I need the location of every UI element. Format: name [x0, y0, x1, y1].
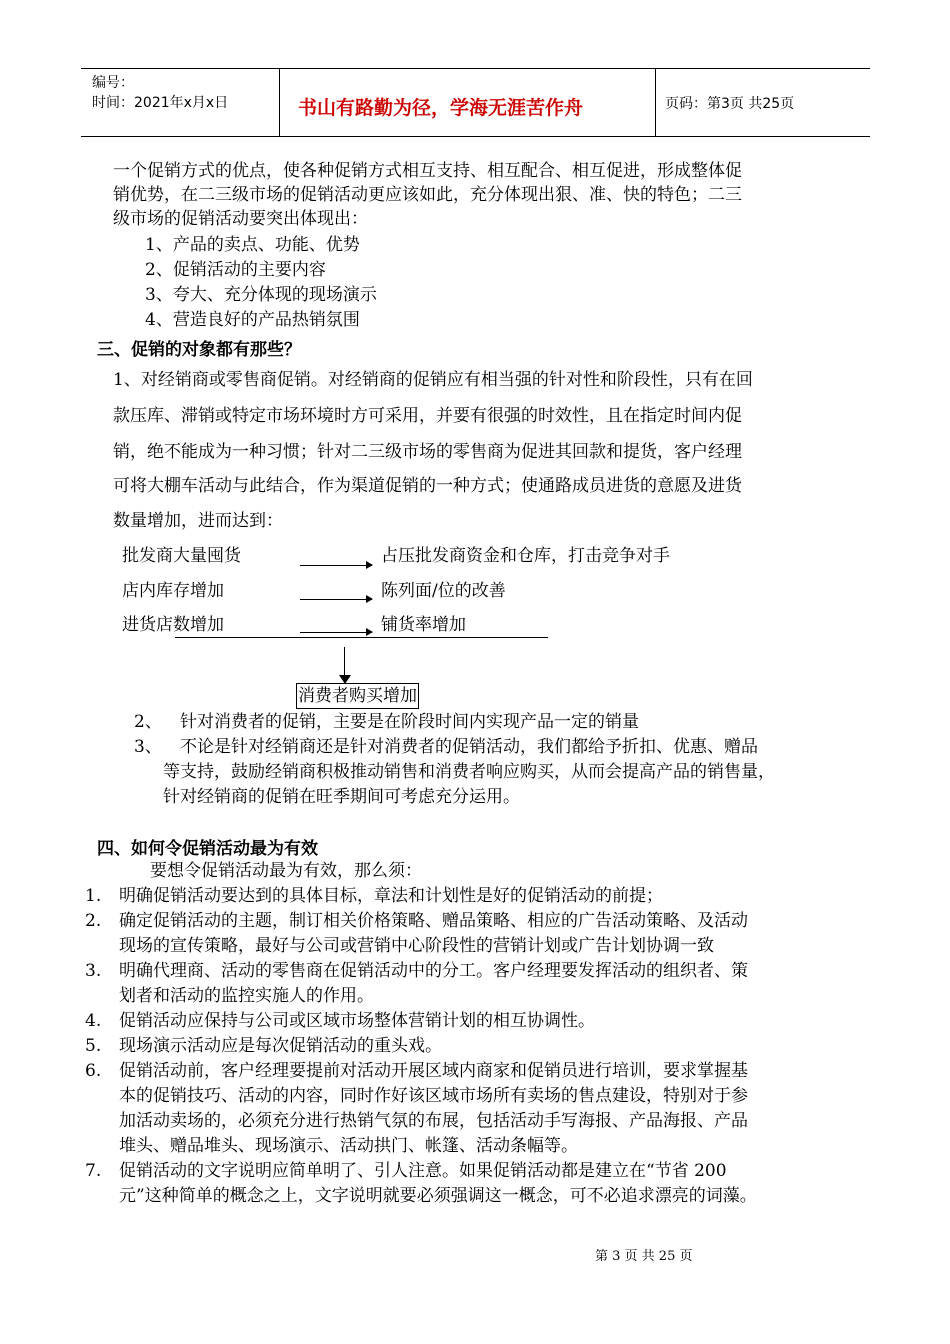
section4-item-number: 5. — [85, 1036, 102, 1056]
section4-item-number: 2. — [85, 911, 102, 931]
header-motto: 书山有路勤为径，学海无涯苦作舟 — [298, 97, 584, 119]
section3-item-number: 3、 — [134, 737, 162, 757]
flow-left: 进货店数增加 — [122, 615, 224, 635]
section3-item-number: 2、 — [134, 712, 162, 732]
section4-item-text: 促销活动应保持与公司或区域市场整体营销计划的相互协调性。 — [119, 1011, 595, 1031]
section3-item-text: 针对经销商的促销在旺季期间可考虑充分运用。 — [163, 787, 520, 807]
page-footer: 第 3 页 共 25 页 — [595, 1249, 693, 1264]
section4-heading: 四、如何令促销活动最为有效 — [97, 839, 318, 859]
flow-left: 店内库存增加 — [122, 581, 224, 601]
doc-time-label: 时间：2021年x月x日 — [92, 95, 229, 111]
section4-item-text: 明确代理商、活动的零售商在促销活动中的分工。客户经理要发挥活动的组织者、策 — [119, 961, 748, 981]
flow-bracket-line — [175, 637, 548, 638]
flow-left: 批发商大量囤货 — [122, 546, 241, 566]
section3-item-text: 针对消费者的促销，主要是在阶段时间内实现产品一定的销量 — [180, 712, 639, 732]
section4-item-text: 促销活动前，客户经理要提前对活动开展区域内商家和促销员进行培训，要求掌握基 — [119, 1061, 748, 1081]
flow-right: 陈列面/位的改善 — [381, 581, 506, 601]
doc-number-label: 编号： — [92, 75, 134, 91]
flow-right: 铺货率增加 — [381, 615, 466, 635]
flow-arrow — [300, 632, 372, 633]
section3-heading: 三、促销的对象都有那些？ — [97, 340, 301, 360]
header-divider — [279, 69, 280, 136]
intro-list-item: 3、夸大、充分体现的现场演示 — [145, 285, 377, 305]
section3-item-text: 等支持，鼓励经销商积极推动销售和消费者响应购买，从而会提高产品的销售量， — [163, 762, 775, 782]
flow-down-line — [344, 647, 345, 677]
section4-item-text: 明确促销活动要达到的具体目标，章法和计划性是好的促销活动的前提； — [119, 886, 663, 906]
section4-item-text: 元”这种简单的概念之上，文字说明就要必须强调这一概念，可不必追求漂亮的词藻。 — [119, 1186, 757, 1206]
intro-line: 一个促销方式的优点，使各种促销方式相互支持、相互配合、相互促进，形成整体促 — [113, 161, 742, 181]
intro-line: 销优势，在二三级市场的促销活动更应该如此，充分体现出狠、准、快的特色；二三 — [113, 185, 742, 205]
section3-para-line: 数量增加，进而达到： — [113, 511, 283, 531]
section4-item-text: 确定促销活动的主题，制订相关价格策略、赠品策略、相应的广告活动策略、及活动 — [119, 911, 748, 931]
section4-item-number: 4. — [85, 1011, 102, 1031]
flow-right: 占压批发商资金和仓库，打击竞争对手 — [381, 546, 670, 566]
section4-item-text: 现场的宣传策略，最好与公司或营销中心阶段性的营销计划或广告计划协调一致 — [119, 936, 714, 956]
section3-para-line: 1、对经销商或零售商促销。对经销商的促销应有相当强的针对性和阶段性，只有在回 — [113, 370, 753, 390]
header-divider — [655, 69, 656, 136]
section4-item-text: 本的促销技巧、活动的内容，同时作好该区域市场所有卖场的售点建设，特别对于参 — [119, 1086, 748, 1106]
section3-item-text: 不论是针对经销商还是针对消费者的促销活动，我们都给予折扣、优惠、赠品 — [180, 737, 758, 757]
flow-arrow — [300, 565, 372, 566]
section3-para-line: 销，绝不能成为一种习惯；针对二三级市场的零售商为促进其回款和提货，客户经理 — [113, 442, 742, 462]
flow-result-box: 消费者购买增加 — [296, 683, 419, 709]
section3-para-line: 可将大棚车活动与此结合，作为渠道促销的一种方式；使通路成员进货的意愿及进货 — [113, 476, 742, 496]
section4-item-number: 1. — [85, 886, 102, 906]
intro-list-item: 2、促销活动的主要内容 — [145, 260, 326, 280]
section4-item-number: 7. — [85, 1161, 102, 1181]
section4-item-number: 3. — [85, 961, 102, 981]
section4-lead: 要想令促销活动最为有效，那么须： — [150, 861, 422, 881]
intro-list-item: 4、营造良好的产品热销氛围 — [145, 310, 360, 330]
header-page-code: 页码：第3页 共25页 — [665, 96, 795, 112]
section4-item-number: 6. — [85, 1061, 102, 1081]
intro-line: 级市场的促销活动要突出体现出： — [113, 209, 368, 229]
section4-item-text: 加活动卖场的，必须充分进行热销气氛的布展，包括活动手写海报、产品海报、产品 — [119, 1111, 748, 1131]
section4-item-text: 堆头、赠品堆头、现场演示、活动拱门、帐篷、活动条幅等。 — [119, 1136, 578, 1156]
section3-para-line: 款压库、滞销或特定市场环境时方可采用，并要有很强的时效性，且在指定时间内促 — [113, 406, 742, 426]
section4-item-text: 促销活动的文字说明应简单明了、引人注意。如果促销活动都是建立在“节省 200 — [119, 1161, 727, 1181]
section4-item-text: 划者和活动的监控实施人的作用。 — [119, 986, 374, 1006]
flow-arrow — [300, 599, 372, 600]
intro-list-item: 1、产品的卖点、功能、优势 — [145, 235, 360, 255]
section4-item-text: 现场演示活动应是每次促销活动的重头戏。 — [119, 1036, 442, 1056]
